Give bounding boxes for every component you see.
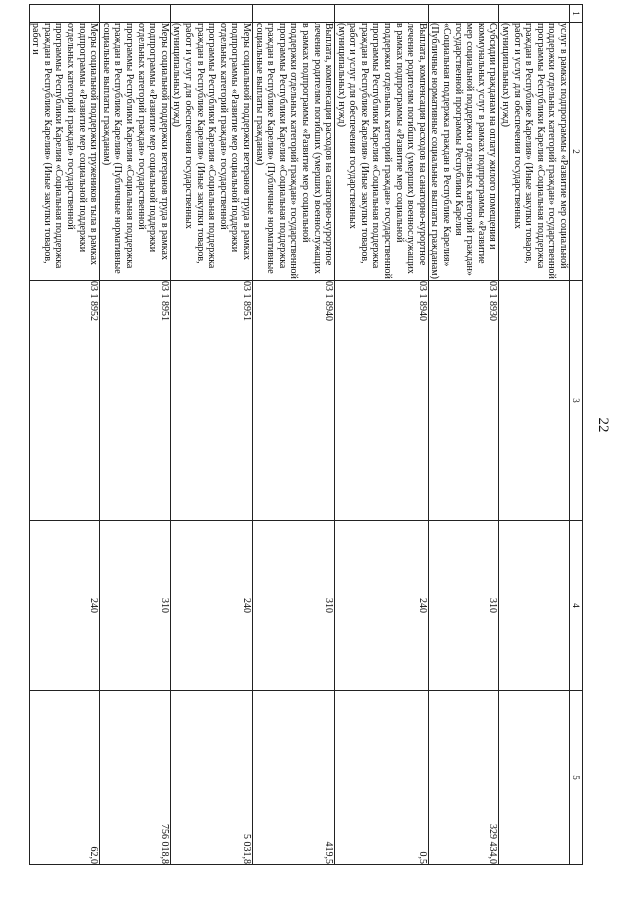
amount-cell: 0,5 [335, 691, 429, 865]
page-number-text: 22 [595, 417, 611, 433]
description-cell: Субсидии гражданам на оплату жилого помещения и коммунальных услуг в рамках подпрограммы «Развитие мер социальной поддержки отдельных категорий граждан» государственной программы Республики Карелия «Социальная поддержка граждан в Республике Карелия» (Публичные нормативные социальные выплаты гражданам) [429, 23, 499, 279]
description-cell: услуг в рамках подпрограммы «Развитие мер социальной поддержки отдельных категорий граждан» государственной программы Республики Карелия «Социальная поддержка граждан в Республике Карелия» (Иные закупки товаров, работ и услуг для обеспечения государственных (муниципальных) нужд) [500, 23, 569, 279]
description-cell: Выплата, компенсация расходов на санаторно-курортное лечение родителям погибших (умерших) военнослужащих в рамках подпрограммы «Развитие мер социальной поддержки отдельных категорий граждан» государственной программы Республики Карелия «Социальная поддержка граждан в Республике Карелия» (Иные закупки товаров, работ и услуг для обеспечения государственных (муниципальных) нужд) [335, 23, 428, 279]
amount-cell: 419,5 [252, 691, 334, 865]
description-cell: Меры социальной поддержки ветеранов труда в рамках подпрограммы «Развитие мер социальной поддержки отдельных категорий граждан» государственной программы Республики Карелия «Социальная поддержка граждан в Республике Карелия» (Иные закупки товаров, работ и услуг для обеспечения государственных (муниципальных) нужд) [170, 23, 252, 281]
table-row [29, 5, 100, 865]
amount-cell: 756 018,8 [100, 691, 171, 865]
code-cell: 03 1 8930 [428, 281, 499, 521]
expense-type-cell [499, 521, 570, 691]
expense-type-cell: 240 [170, 521, 252, 691]
table-row [499, 5, 570, 865]
row-index-cell [170, 5, 252, 23]
code-cell: 03 1 8951 [170, 281, 252, 521]
column-header-5: 5 [570, 691, 583, 865]
budget-table-container [30, 4, 583, 864]
description-cell: Меры социальной поддержки тружеников тыла в рамках подпрограммы «Развитие мер социальной поддержки отдельных категорий граждан» государственной программы Республики Карелия «Социальная поддержка граждан в Республике Карелия» (Иные закупки товаров, работ и [29, 23, 100, 281]
amount-cell: 62,0 [29, 691, 100, 865]
row-index-cell [499, 5, 570, 23]
amount-cell: 329 434,0 [428, 691, 499, 865]
expense-type-cell: 310 [252, 521, 334, 691]
table-row [428, 5, 499, 865]
code-cell: 03 1 8940 [335, 281, 429, 521]
column-header-1: 1 [570, 5, 583, 23]
table-row [335, 5, 429, 865]
row-index-cell [335, 5, 429, 23]
expense-type-cell: 310 [100, 521, 171, 691]
expense-type-cell: 310 [428, 521, 499, 691]
amount-cell: 5 031,8 [170, 691, 252, 865]
table-header-row [570, 5, 583, 865]
row-index-cell [428, 5, 499, 23]
column-header-3: 3 [570, 281, 583, 521]
table-row [252, 5, 334, 865]
expense-type-cell: 240 [29, 521, 100, 691]
table-row [170, 5, 252, 865]
expense-type-cell: 240 [335, 521, 429, 691]
code-cell: 03 1 8940 [252, 281, 334, 521]
code-cell [499, 281, 570, 521]
row-index-cell [100, 5, 171, 23]
description-cell: Выплата, компенсация расходов на санаторно-курортное лечение родителям погибших (умерших) военнослужащих в рамках подпрограммы «Развитие мер социальной поддержки отдельных категорий граждан» государственной программы Республики Карелия «Социальная поддержка граждан в Республике Карелия» (Публичные нормативные социальные выплаты гражданам) [253, 23, 335, 279]
table-row [100, 5, 171, 865]
column-header-2: 2 [570, 23, 583, 281]
column-header-4: 4 [570, 521, 583, 691]
code-cell: 03 1 8952 [29, 281, 100, 521]
amount-cell [499, 691, 570, 865]
description-cell: Меры социальной поддержки ветеранов труда в рамках подпрограммы «Развитие мер социальной поддержки отдельных категорий граждан» государственной программы Республики Карелия «Социальная поддержка граждан в Республике Карелия» (Публичные нормативные социальные выплаты гражданам) [100, 23, 171, 281]
budget-table [29, 4, 583, 865]
row-index-cell [29, 5, 100, 23]
code-cell: 03 1 8951 [100, 281, 171, 521]
row-index-cell [252, 5, 334, 23]
